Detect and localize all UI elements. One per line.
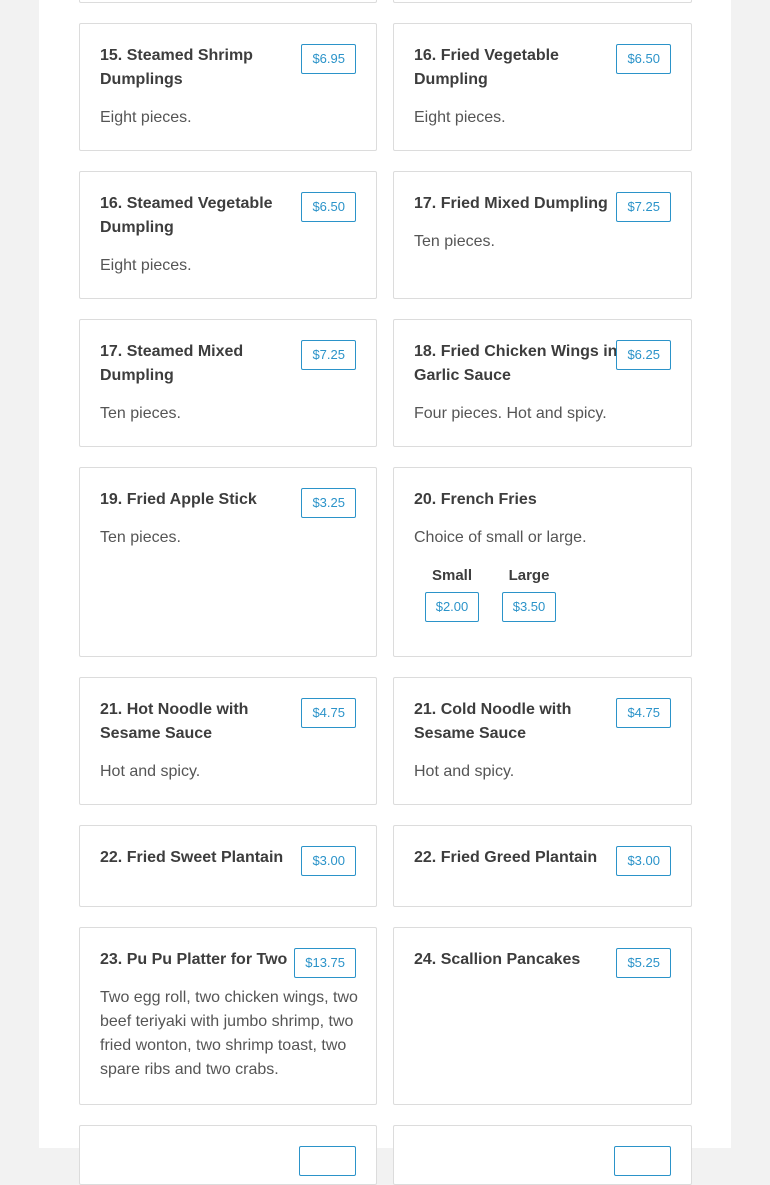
menu-card-partial-top-left — [79, 0, 377, 3]
size-label: Small — [431, 567, 473, 584]
menu-item-title — [414, 44, 614, 92]
menu-item-title — [100, 488, 300, 512]
menu-item-title — [414, 948, 614, 972]
menu-card-m22g — [393, 825, 692, 907]
price-button[interactable]: $6.50 — [616, 44, 671, 74]
menu-item-description — [414, 402, 607, 426]
price-button-partial[interactable] — [614, 1146, 671, 1176]
menu-item-title — [414, 192, 614, 216]
menu-item-title-line: 22. Fried Sweet Plantain — [100, 849, 284, 866]
menu-item-description-line: Hot and spicy. — [414, 763, 515, 780]
menu-item-title — [414, 846, 614, 870]
menu-item-description-line: Four pieces. Hot and spicy. — [414, 405, 607, 422]
menu-item-description-line: Ten pieces. — [100, 529, 181, 546]
menu-item-title — [414, 698, 614, 746]
menu-item-description — [414, 760, 514, 784]
menu-item-title-line: 24. Scallion Pancakes — [414, 951, 581, 968]
menu-item-description — [414, 106, 506, 130]
menu-card-m17s — [79, 319, 377, 447]
price-button[interactable]: $13.75 — [294, 948, 356, 978]
menu-card-m18 — [393, 319, 692, 447]
menu-item-description-line: fried wonton, two shrimp toast, two — [100, 1037, 347, 1054]
price-button[interactable]: $5.25 — [616, 948, 671, 978]
menu-item-description-line: beef teriyaki with jumbo shrimp, two — [100, 1013, 354, 1030]
menu-item-title-line: 19. Fried Apple Stick — [100, 491, 257, 508]
menu-item-title — [100, 44, 300, 92]
size-price-button[interactable]: $3.50 — [502, 592, 557, 622]
menu-item-title — [414, 488, 614, 512]
menu-item-description — [100, 760, 200, 784]
price-button[interactable]: $3.00 — [616, 846, 671, 876]
price-button[interactable]: $7.25 — [301, 340, 356, 370]
menu-item-description — [100, 986, 358, 1082]
menu-item-title-line: Sesame Sauce — [414, 725, 527, 742]
price-button[interactable]: $6.50 — [301, 192, 356, 222]
menu-item-title-line: 18. Fried Chicken Wings in — [414, 343, 618, 360]
menu-page — [39, 0, 731, 1148]
menu-item-description-line: Ten pieces. — [414, 233, 495, 250]
menu-item-title-line: 20. French Fries — [414, 491, 537, 508]
menu-card-m24 — [393, 927, 692, 1105]
menu-item-description — [100, 254, 192, 278]
menu-item-description — [100, 402, 181, 426]
menu-item-title-line: Garlic Sauce — [414, 367, 511, 384]
menu-item-title-line: Dumpling — [100, 367, 174, 384]
menu-card-m20 — [393, 467, 692, 657]
price-button-partial[interactable] — [299, 1146, 356, 1176]
menu-item-title-line: 23. Pu Pu Platter for Two — [100, 951, 288, 968]
menu-card-m17f — [393, 171, 692, 299]
menu-item-title-line: 22. Fried Greed Plantain — [414, 849, 598, 866]
menu-item-title — [100, 192, 300, 240]
menu-item-description — [414, 230, 495, 254]
menu-item-title-line: 21. Cold Noodle with — [414, 701, 572, 718]
price-button[interactable]: $7.25 — [616, 192, 671, 222]
menu-item-title-line: 17. Steamed Mixed — [100, 343, 244, 360]
price-button[interactable]: $6.95 — [301, 44, 356, 74]
price-button[interactable]: $6.25 — [616, 340, 671, 370]
menu-item-description-line: Choice of small or large. — [414, 529, 587, 546]
menu-item-description-line: Ten pieces. — [100, 405, 181, 422]
menu-item-title — [100, 698, 300, 746]
price-button[interactable]: $3.00 — [301, 846, 356, 876]
price-button[interactable]: $4.75 — [616, 698, 671, 728]
menu-card-m16s — [79, 171, 377, 299]
menu-card-partial-top-right — [393, 0, 692, 3]
menu-item-title-line: 21. Hot Noodle with — [100, 701, 249, 718]
size-option-small — [423, 566, 481, 622]
menu-card-partial-bottom-right — [393, 1125, 692, 1185]
menu-item-description-line: spare ribs and two crabs. — [100, 1061, 279, 1078]
menu-item-title-line: Dumpling — [414, 71, 488, 88]
menu-item-description-line: Eight pieces. — [100, 109, 192, 126]
menu-card-m21c — [393, 677, 692, 805]
size-price-button[interactable]: $2.00 — [425, 592, 480, 622]
menu-item-title-line: 17. Fried Mixed Dumpling — [414, 195, 608, 212]
menu-item-title-line: 15. Steamed Shrimp — [100, 47, 253, 64]
price-button[interactable]: $3.25 — [301, 488, 356, 518]
menu-item-description — [414, 526, 587, 550]
menu-item-description-line: Eight pieces. — [414, 109, 506, 126]
menu-item-title-line: 16. Steamed Vegetable — [100, 195, 273, 212]
menu-card-m21h — [79, 677, 377, 805]
menu-item-title-line: 16. Fried Vegetable — [414, 47, 559, 64]
menu-card-m16f — [393, 23, 692, 151]
menu-card-m22s — [79, 825, 377, 907]
menu-item-title-line: Dumpling — [100, 219, 174, 236]
size-label: Large — [508, 567, 550, 584]
menu-item-description — [100, 106, 192, 130]
price-button[interactable]: $4.75 — [301, 698, 356, 728]
menu-item-description-line: Eight pieces. — [100, 257, 192, 274]
menu-item-description — [100, 526, 181, 550]
menu-card-m15 — [79, 23, 377, 151]
menu-item-title — [414, 340, 618, 388]
menu-item-description-line: Hot and spicy. — [100, 763, 201, 780]
menu-item-title-line: Sesame Sauce — [100, 725, 213, 742]
size-option-large — [500, 566, 558, 622]
menu-item-title — [100, 948, 290, 972]
menu-card-m23 — [79, 927, 377, 1105]
menu-card-partial-bottom-left — [79, 1125, 377, 1185]
menu-item-title — [100, 846, 300, 870]
menu-item-title-line: Dumplings — [100, 71, 183, 88]
menu-card-m19 — [79, 467, 377, 657]
menu-item-description-line: Two egg roll, two chicken wings, two — [100, 989, 358, 1006]
menu-item-title — [100, 340, 300, 388]
